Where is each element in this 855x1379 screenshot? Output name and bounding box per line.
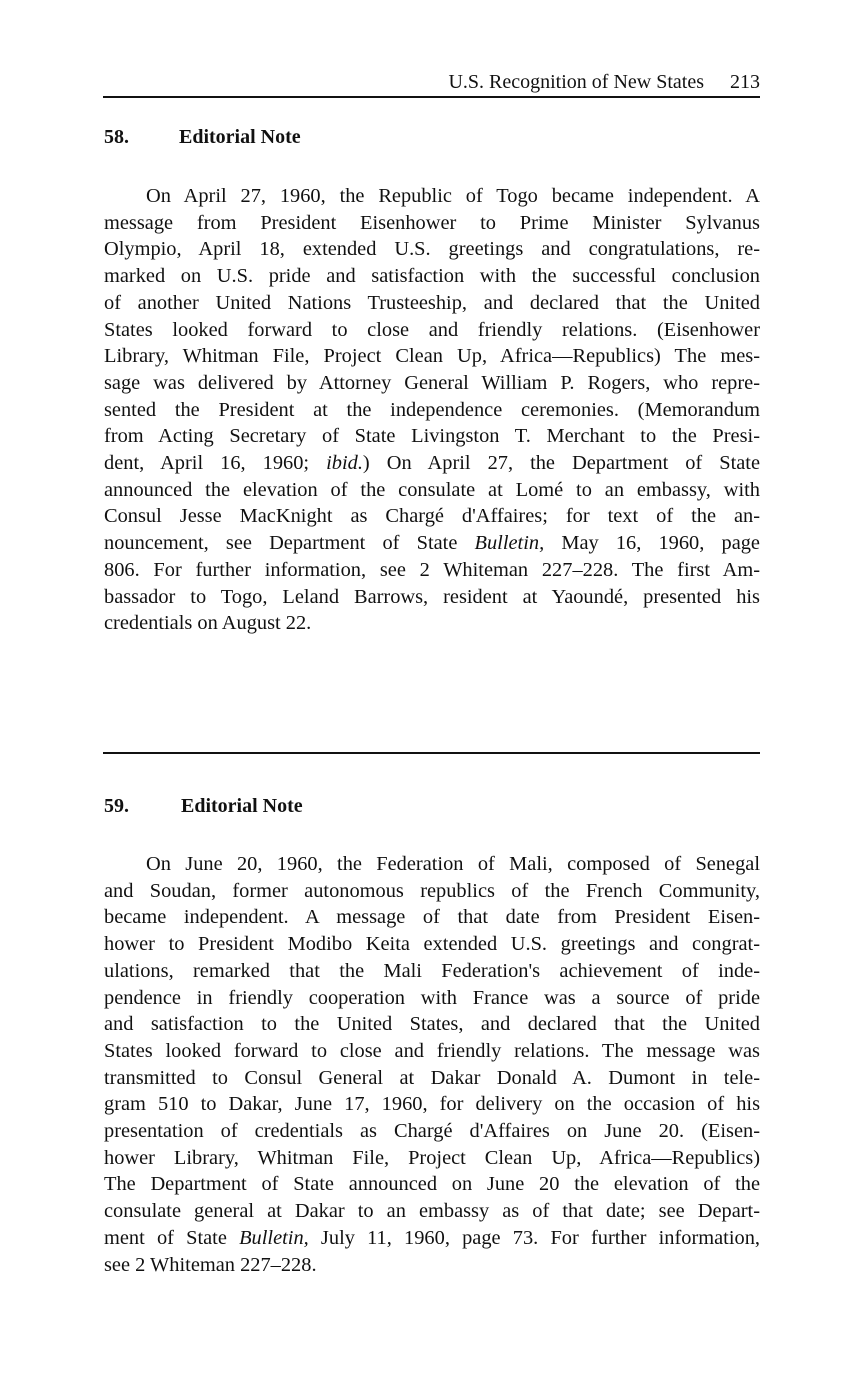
note-title: Editorial Note (181, 795, 303, 817)
text-line (104, 397, 760, 424)
text-run: ulations, remarked that the Mali Federation's achievement of inde- (104, 959, 760, 982)
text-run: Consul Jesse MacKnight as Chargé d'Affaires; for text of the an- (104, 505, 760, 528)
text-run: credentials on August 22. (104, 612, 312, 635)
text-line (104, 343, 760, 370)
text-run: May 16, 1960, page (544, 532, 760, 555)
text-run: marked on U.S. pride and satisfaction with the successful conclusion (104, 265, 760, 288)
text-run: see 2 Whiteman 227–228. (104, 1253, 317, 1276)
note-heading-59 (104, 795, 303, 818)
section-divider (103, 752, 760, 754)
text-run: dent, April 16, 1960; (104, 452, 327, 475)
text-run: sented the President at the independence ceremonies. (Memorandum (104, 398, 760, 421)
text-line (104, 557, 760, 584)
text-run: transmitted to Consul General at Dakar Donald A. Dumont in tele- (104, 1066, 760, 1089)
text-run: and satisfaction to the United States, and declared that the United (104, 1013, 760, 1036)
text-run: consulate general at Dakar to an embassy as of that date; see Depart- (104, 1200, 760, 1223)
text-line (104, 610, 760, 637)
note-59-body (104, 851, 760, 1278)
text-line (104, 1091, 760, 1118)
text-line (104, 183, 760, 210)
note-title: Editorial Note (179, 126, 301, 148)
text-run: hower Library, Whitman File, Project Clean Up, Africa—Republics) (104, 1146, 760, 1169)
italic-text: ibid. (326, 452, 363, 475)
text-line (104, 290, 760, 317)
text-run: bassador to Togo, Leland Barrows, resident at Yaoundé, presented his (104, 585, 760, 608)
note-number: 59. (104, 795, 129, 817)
text-line (104, 985, 760, 1012)
note-number: 58. (104, 126, 129, 148)
text-run: became independent. A message of that date from President Eisen- (104, 906, 760, 929)
text-run: announced the elevation of the consulate at Lomé to an embassy, with (104, 478, 760, 501)
text-run: States looked forward to close and friendly relations. (Eisenhower (104, 318, 760, 341)
text-run: of another United Nations Trusteeship, and declared that the United (104, 291, 760, 314)
text-line (104, 477, 760, 504)
text-run: presentation of credentials as Chargé d'Affaires on June 20. (Eisen- (104, 1120, 760, 1143)
text-run: On April 27, 1960, the Republic of Togo became independent. A (146, 185, 760, 207)
running-title: U.S. Recognition of New States (448, 71, 704, 93)
text-line (104, 1011, 760, 1038)
text-line (104, 1225, 760, 1252)
text-line (104, 210, 760, 237)
text-line (104, 450, 760, 477)
text-line (104, 931, 760, 958)
text-run: The Department of State announced on June 20 the elevation of the (104, 1173, 760, 1196)
text-line (104, 878, 760, 905)
text-run: ment of State (104, 1226, 240, 1249)
text-line (104, 1252, 760, 1279)
text-line (104, 1145, 760, 1172)
text-line (104, 1118, 760, 1145)
note-58-body (104, 183, 760, 637)
text-line (104, 904, 760, 931)
italic-text: Bulletin, (239, 1226, 309, 1249)
text-run: States looked forward to close and friendly relations. The message was (104, 1039, 760, 1062)
note-heading-58 (104, 126, 301, 149)
text-line (104, 1065, 760, 1092)
italic-text: Bulletin, (474, 532, 545, 555)
text-line (104, 263, 760, 290)
text-run: On June 20, 1960, the Federation of Mali, composed of Senegal (146, 853, 760, 875)
text-run: Library, Whitman File, Project Clean Up, Africa—Republics) The mes- (104, 345, 760, 368)
text-run: nouncement, see Department of State (104, 532, 475, 555)
text-run: July 11, 1960, page 73. For further information, (308, 1226, 760, 1249)
text-run: ) On April 27, the Department of State (362, 452, 761, 475)
running-head (103, 70, 760, 98)
text-run: Olympio, April 18, extended U.S. greetings and congratulations, re- (104, 238, 760, 261)
text-line (104, 851, 760, 878)
page-number: 213 (730, 71, 760, 93)
text-run: gram 510 to Dakar, June 17, 1960, for delivery on the occasion of his (104, 1093, 760, 1116)
text-run: from Acting Secretary of State Livingston T. Merchant to the Presi- (104, 425, 760, 448)
text-line (104, 584, 760, 611)
text-line (104, 317, 760, 344)
text-line (104, 958, 760, 985)
text-run: sage was delivered by Attorney General William P. Rogers, who repre- (104, 371, 760, 394)
text-line (104, 1198, 760, 1225)
text-run: message from President Eisenhower to Prime Minister Sylvanus (104, 211, 760, 234)
text-line (104, 530, 760, 557)
text-run: and Soudan, former autonomous republics of the French Community, (104, 879, 760, 902)
text-line (104, 236, 760, 263)
text-run: 806. For further information, see 2 Whiteman 227–228. The first Am- (104, 558, 760, 581)
text-run: hower to President Modibo Keita extended U.S. greetings and congrat- (104, 933, 760, 956)
text-line (104, 370, 760, 397)
text-run: pendence in friendly cooperation with France was a source of pride (104, 986, 760, 1009)
text-line (104, 1171, 760, 1198)
text-line (104, 1038, 760, 1065)
text-line (104, 503, 760, 530)
text-line (104, 423, 760, 450)
